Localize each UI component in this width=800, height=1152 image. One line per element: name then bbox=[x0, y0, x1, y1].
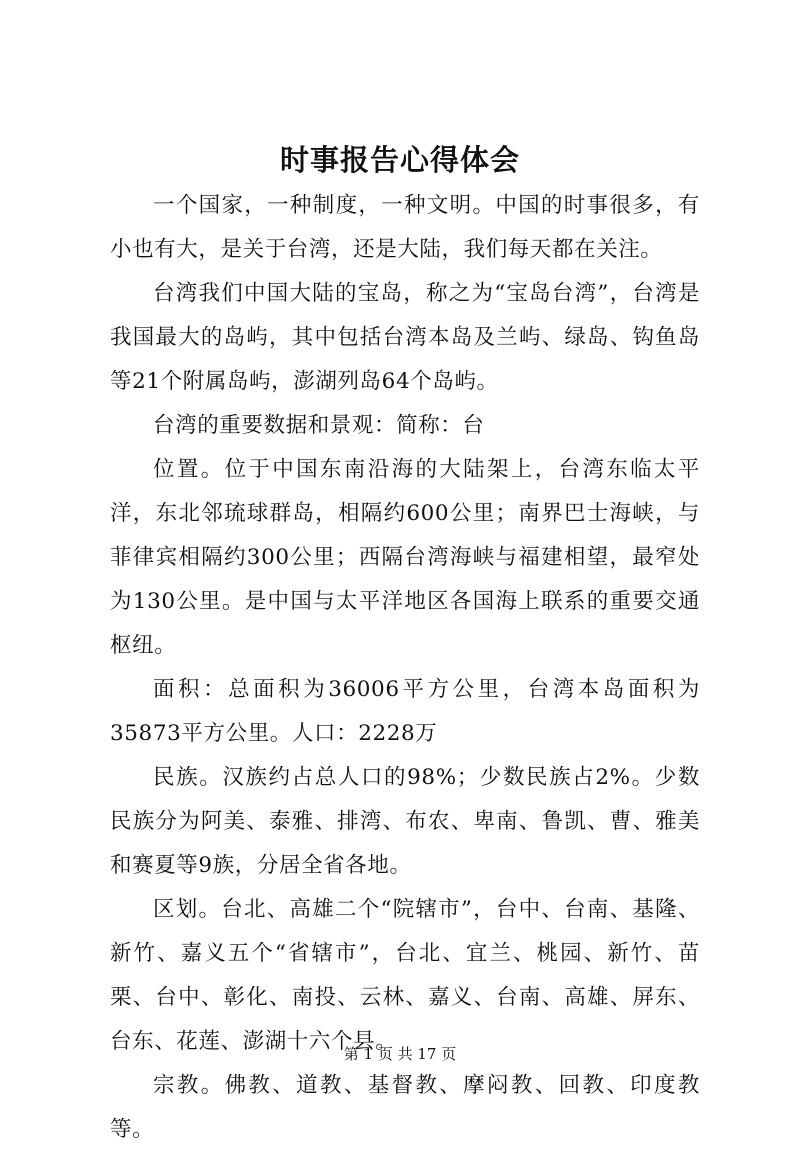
document-body bbox=[110, 184, 700, 1152]
paragraph-intro: 一个国家，一种制度，一种文明。中国的时事很多，有小也有大，是关于台湾，还是大陆，我们每天都在关注。 bbox=[110, 193, 700, 262]
paragraph-key-data: 台湾的重要数据和景观：简称：台 bbox=[153, 413, 485, 438]
paragraph-ethnic-groups: 民族。汉族约占总人口的98%；少数民族占2%。少数民族分为阿美、泰雅、排湾、布农、卑南、鲁凯、曹、雅美和赛夏等9族，分居全省各地。 bbox=[110, 765, 700, 878]
paragraph-taiwan-island: 台湾我们中国大陆的宝岛，称之为“宝岛台湾”，台湾是我国最大的岛屿，其中包括台湾本岛及兰屿、绿岛、钩鱼岛等21个附属岛屿，澎湖列岛64个岛屿。 bbox=[110, 281, 700, 394]
paragraph-administrative-divisions: 区划。台北、高雄二个“院辖市”，台中、台南、基隆、新竹、嘉义五个“省辖市”，台北、宜兰、桃园、新竹、苗栗、台中、彰化、南投、云林、嘉义、台南、高雄、屏东、台东、花莲、澎湖十六个县。 bbox=[110, 897, 700, 1054]
paragraph-religion: 宗教。佛教、道教、基督教、摩闷教、回教、印度教等。 bbox=[110, 1073, 700, 1142]
paragraph-area-population: 面积：总面积为36006平方公里，台湾本岛面积为35873平方公里。人口：2228万 bbox=[110, 677, 700, 746]
paragraph-location: 位置。位于中国东南沿海的大陆架上，台湾东临太平洋，东北邻琉球群岛，相隔约600公里；南界巴士海峡，与菲律宾相隔约300公里；西隔台湾海峡与福建相望，最窄处为130公里。是中国与太平洋地区各国海上联系的重要交通枢纽。 bbox=[110, 457, 700, 658]
document-title: 时事报告心得体会 bbox=[279, 143, 520, 177]
page-number-footer: 第 1 页 共 17 页 bbox=[343, 1045, 457, 1063]
